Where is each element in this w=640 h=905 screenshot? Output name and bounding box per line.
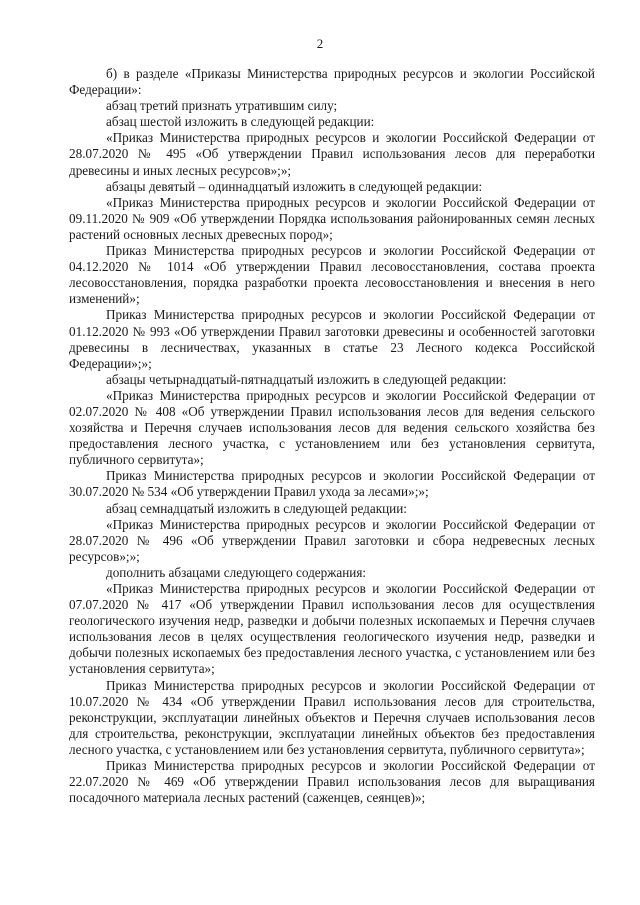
- paragraph: Приказ Министерства природных ресурсов и экологии Российской Федерации от 30.07.2020 № 534 «Об утверждении Правил ухода за лесами»;»;: [69, 468, 595, 500]
- paragraph: б) в разделе «Приказы Министерства природных ресурсов и экологии Российской Федерации»:: [69, 66, 595, 98]
- paragraph: Приказ Министерства природных ресурсов и экологии Российской Федерации от 10.07.2020 № 434 «Об утверждении Правил использования лесов для строительства, реконструкции, эксплуатации линейных объектов и Перечня случаев использования лесов для строительства, реконструкции, эксплуатации линейных объектов без предоставления лесного участка, с установлением или без установления сервитута, публичного сервитута»;: [69, 677, 595, 757]
- paragraph: дополнить абзацами следующего содержания:: [106, 564, 367, 580]
- paragraph: «Приказ Министерства природных ресурсов и экологии Российской Федерации от 07.07.2020 № 417 «Об утверждении Правил использования лесов для осуществления геологического изучения недр, разведки и добычи полезных ископаемых и Перечня случаев использования лесов в целях осуществления геологического изучения недр, разведки и добычи полезных ископаемых без предоставления лесного участка, с установлением или без установления сервитута»;: [69, 581, 595, 677]
- paragraph: абзацы четырнадцатый-пятнадцатый изложить в следующей редакции:: [106, 371, 507, 387]
- paragraph: Приказ Министерства природных ресурсов и экологии Российской Федерации от 01.12.2020 № 993 «Об утверждении Правил заготовки древесины и особенностей заготовки древесины в лесничествах, указанных в статье 23 Лесного кодекса Российской Федерации»;»;: [69, 307, 595, 371]
- paragraph: «Приказ Министерства природных ресурсов и экологии Российской Федерации от 09.11.2020 № 909 «Об утверждении Порядка использования районированных семян лесных растений основных лесных древесных пород»;: [69, 194, 595, 242]
- paragraph: абзац третий признать утратившим силу;: [106, 98, 338, 114]
- paragraph: Приказ Министерства природных ресурсов и экологии Российской Федерации от 22.07.2020 № 469 «Об утверждении Правил использования лесов для выращивания посадочного материала лесных растений (саженцев, сеянцев)»;: [69, 758, 595, 806]
- paragraph: абзацы девятый – одиннадцатый изложить в следующей редакции:: [106, 178, 483, 194]
- page-number: 2: [316, 36, 324, 51]
- paragraph: «Приказ Министерства природных ресурсов и экологии Российской Федерации от 28.07.2020 № 496 «Об утверждении Правил заготовки и сбора недревесных лесных ресурсов»;»;: [69, 516, 595, 564]
- document-body: [69, 66, 595, 806]
- paragraph: «Приказ Министерства природных ресурсов и экологии Российской Федерации от 28.07.2020 № 495 «Об утверждении Правил использования лесов для переработки древесины и иных лесных ресурсов»;»;: [69, 130, 595, 178]
- paragraph: «Приказ Министерства природных ресурсов и экологии Российской Федерации от 02.07.2020 № 408 «Об утверждении Правил использования лесов для ведения сельского хозяйства и Перечня случаев использования лесов для ведения сельского хозяйства без предоставления лесного участка, с установлением или без установления сервитута, публичного сервитута»;: [69, 387, 595, 468]
- paragraph: абзац шестой изложить в следующей редакции:: [106, 114, 375, 130]
- paragraph: абзац семнадцатый изложить в следующей редакции:: [106, 500, 407, 516]
- paragraph: Приказ Министерства природных ресурсов и экологии Российской Федерации от 04.12.2020 № 1014 «Об утверждении Правил лесовосстановления, состава проекта лесовосстановления, порядка разработки проекта лесовосстановления и внесения в него изменений»;: [69, 243, 595, 307]
